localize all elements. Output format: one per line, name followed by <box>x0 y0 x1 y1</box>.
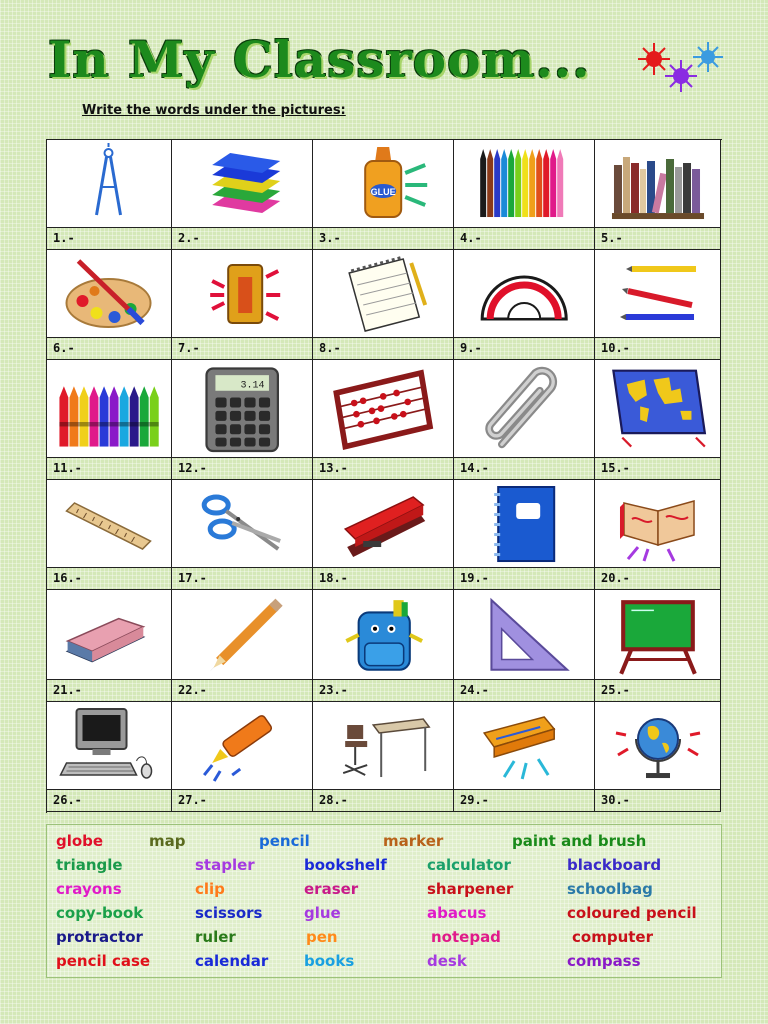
pens-icon <box>598 253 718 333</box>
picture-cell-1 <box>47 140 172 228</box>
picture-cell-30 <box>595 702 721 790</box>
word-bank-word: calculator <box>427 856 511 874</box>
picture-cell-5 <box>595 140 721 228</box>
coloured-pencils-icon <box>457 143 591 223</box>
word-bank-word: paint and brush <box>512 832 647 850</box>
paper-clip-icon <box>457 364 591 453</box>
picture-cell-8 <box>313 250 454 338</box>
protractor-icon <box>457 253 591 333</box>
marker-icon <box>175 705 309 785</box>
open-book-icon <box>598 483 718 563</box>
word-bank-word: pencil <box>259 832 310 850</box>
word-bank-word: computer <box>572 928 653 946</box>
word-bank-word: bookshelf <box>304 856 387 874</box>
copy-book-icon <box>457 483 591 563</box>
word-bank-word: calendar <box>195 952 269 970</box>
number-label: 1.- <box>47 228 172 250</box>
word-bank-word: triangle <box>56 856 123 874</box>
word-bank-word: books <box>304 952 355 970</box>
picture-cell-9 <box>454 250 595 338</box>
word-bank-word: glue <box>304 904 341 922</box>
sharpener-icon <box>175 253 309 333</box>
number-label: 26.- <box>47 790 172 812</box>
word-bank-word: abacus <box>427 904 487 922</box>
word-bank-word: marker <box>383 832 444 850</box>
blackboard-icon <box>598 594 718 676</box>
word-bank-word: eraser <box>304 880 359 898</box>
picture-cell-4 <box>454 140 595 228</box>
word-bank-word: globe <box>56 832 104 850</box>
word-bank-word: blackboard <box>567 856 662 874</box>
crayons-icon <box>49 364 168 453</box>
picture-cell-3 <box>313 140 454 228</box>
picture-cell-6 <box>47 250 172 338</box>
picture-cell-14 <box>454 360 595 458</box>
word-bank-word: map <box>149 832 186 850</box>
number-label: 3.- <box>313 228 454 250</box>
number-label: 17.- <box>172 568 313 590</box>
picture-cell-21 <box>47 590 172 680</box>
picture-cell-27 <box>172 702 313 790</box>
word-bank-word: notepad <box>431 928 501 946</box>
glue-icon <box>316 143 450 223</box>
picture-cell-7 <box>172 250 313 338</box>
picture-cell-15 <box>595 360 721 458</box>
number-label: 4.- <box>454 228 595 250</box>
number-label: 14.- <box>454 458 595 480</box>
picture-cell-22 <box>172 590 313 680</box>
pencil-case-icon <box>457 705 591 785</box>
picture-cell-29 <box>454 702 595 790</box>
picture-cell-20 <box>595 480 721 568</box>
schoolbag-icon <box>316 594 450 676</box>
picture-cell-12 <box>172 360 313 458</box>
picture-cell-28 <box>313 702 454 790</box>
number-label: 27.- <box>172 790 313 812</box>
number-label: 25.- <box>595 680 721 702</box>
word-bank-word: protractor <box>56 928 143 946</box>
number-label: 19.- <box>454 568 595 590</box>
number-label: 30.- <box>595 790 721 812</box>
picture-cell-24 <box>454 590 595 680</box>
number-label: 20.- <box>595 568 721 590</box>
eraser-icon <box>49 594 168 676</box>
books-icon <box>175 143 309 223</box>
word-bank-word: scissors <box>195 904 263 922</box>
number-label: 28.- <box>313 790 454 812</box>
word-bank-word: crayons <box>56 880 122 898</box>
word-bank-word: stapler <box>195 856 255 874</box>
word-bank-row <box>56 856 721 880</box>
word-bank-word: pen <box>306 928 338 946</box>
picture-cell-16 <box>47 480 172 568</box>
instruction-text: Write the words under the pictures: <box>82 103 346 118</box>
word-bank-word: clip <box>195 880 225 898</box>
word-bank-word: ruler <box>195 928 236 946</box>
number-label: 8.- <box>313 338 454 360</box>
stapler-icon <box>316 483 450 563</box>
computer-icon <box>49 705 168 785</box>
number-label: 9.- <box>454 338 595 360</box>
number-label: 13.- <box>313 458 454 480</box>
picture-cell-25 <box>595 590 721 680</box>
picture-cell-18 <box>313 480 454 568</box>
picture-cell-2 <box>172 140 313 228</box>
picture-cell-10 <box>595 250 721 338</box>
number-label: 22.- <box>172 680 313 702</box>
word-bank-row <box>56 832 721 856</box>
globe-icon <box>598 705 718 785</box>
word-bank-word: sharpener <box>427 880 514 898</box>
number-label: 29.- <box>454 790 595 812</box>
number-label: 11.- <box>47 458 172 480</box>
word-bank-row <box>56 880 721 904</box>
number-label: 24.- <box>454 680 595 702</box>
scissors-icon <box>175 483 309 563</box>
triangle-icon <box>457 594 591 676</box>
word-bank-word: desk <box>427 952 467 970</box>
number-label: 23.- <box>313 680 454 702</box>
stars-decoration-icon <box>636 38 726 94</box>
picture-cell-13 <box>313 360 454 458</box>
map-icon <box>598 364 718 453</box>
number-label: 12.- <box>172 458 313 480</box>
compass-icon <box>49 143 168 223</box>
number-label: 2.- <box>172 228 313 250</box>
word-bank-word: copy-book <box>56 904 144 922</box>
ruler-icon <box>49 483 168 563</box>
word-bank-word: schoolbag <box>567 880 653 898</box>
picture-cell-17 <box>172 480 313 568</box>
word-bank-word: compass <box>567 952 641 970</box>
word-bank-word: pencil case <box>56 952 151 970</box>
svg-text:GLUE: GLUE <box>370 187 396 198</box>
number-label: 7.- <box>172 338 313 360</box>
word-bank <box>46 824 722 978</box>
word-bank-word: coloured pencil <box>567 904 697 922</box>
number-label: 18.- <box>313 568 454 590</box>
picture-cell-19 <box>454 480 595 568</box>
picture-cell-11 <box>47 360 172 458</box>
picture-cell-23 <box>313 590 454 680</box>
number-label: 16.- <box>47 568 172 590</box>
picture-cell-26 <box>47 702 172 790</box>
pencil-icon <box>175 594 309 676</box>
word-bank-row <box>56 952 721 976</box>
number-label: 6.- <box>47 338 172 360</box>
desk-icon <box>316 705 450 785</box>
worksheet-title: In My Classroom... <box>48 30 591 89</box>
abacus-icon <box>316 364 450 453</box>
word-bank-row <box>56 904 721 928</box>
word-bank-row <box>56 928 721 952</box>
number-label: 15.- <box>595 458 721 480</box>
picture-grid <box>46 139 722 813</box>
paint-and-brush-icon <box>49 253 168 333</box>
number-label: 5.- <box>595 228 721 250</box>
bookshelf-icon <box>598 143 718 223</box>
notepad-icon <box>316 253 450 333</box>
svg-text:3.14: 3.14 <box>240 380 265 392</box>
number-label: 10.- <box>595 338 721 360</box>
calculator-icon <box>175 364 309 453</box>
number-label: 21.- <box>47 680 172 702</box>
